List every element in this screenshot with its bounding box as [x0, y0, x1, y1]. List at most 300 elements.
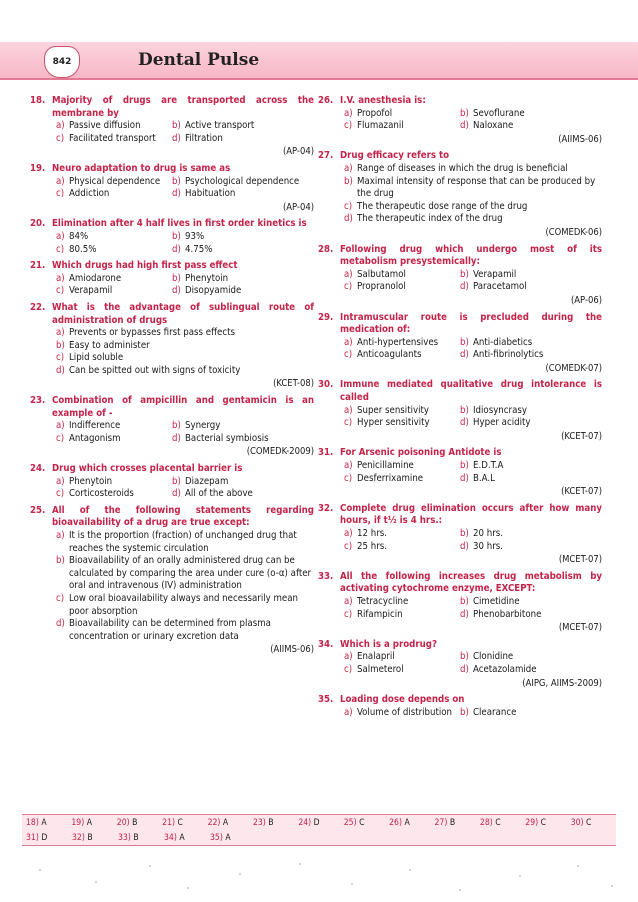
option-letter: c) [56, 188, 65, 200]
option-text: B.A.L [473, 472, 495, 484]
answer-letter: A [404, 817, 410, 828]
answer-question-number: 29) [525, 817, 539, 828]
exam-source: (COMEDK-2009) [246, 446, 314, 458]
option-letter: b) [172, 230, 181, 242]
answer-letter: B [133, 832, 139, 843]
answer-option [460, 281, 602, 294]
option-text: Enalapril [357, 651, 395, 663]
answer-option [460, 473, 602, 486]
answer-option [344, 664, 460, 677]
answer-option [460, 349, 602, 362]
answer-option [344, 596, 460, 609]
question-item [30, 260, 314, 298]
option-text: Propofol [357, 107, 393, 119]
option-letter: b) [172, 120, 181, 132]
answer-option [344, 108, 460, 121]
option-letter: c) [344, 663, 353, 675]
exam-source: (AP-04) [282, 201, 314, 213]
question-item [30, 95, 314, 159]
option-letter: b) [460, 268, 469, 280]
answer-key-entry [26, 818, 71, 828]
answer-option [344, 528, 460, 541]
option-text: Lipid soluble [69, 352, 124, 364]
option-letter: d) [344, 213, 353, 225]
answer-key-entry [571, 818, 616, 828]
answer-option [172, 476, 314, 489]
answer-option [172, 120, 314, 133]
answer-key-entry [162, 818, 207, 828]
question-item [318, 447, 602, 498]
option-list [30, 420, 314, 445]
option-letter: c) [56, 285, 65, 297]
answer-letter: A [225, 832, 231, 843]
question-item [30, 302, 314, 391]
answer-option [460, 269, 602, 282]
option-letter: c) [56, 592, 65, 604]
option-text: Anti-hypertensives [357, 336, 439, 348]
answer-option [56, 433, 172, 446]
option-text: The therapeutic index of the drug [357, 213, 503, 225]
question-text: Combination of ampicillin and gentamicin is an example of - [52, 395, 314, 419]
option-text: Salbutamol [357, 268, 406, 280]
exam-source: (KCET-07) [561, 486, 602, 498]
option-text: E.D.T.A [473, 460, 504, 472]
question-stem [318, 694, 602, 707]
answer-option [172, 420, 314, 433]
option-text: It is the proportion (fraction) of unchanged drug that reaches the systemic circulation [69, 530, 297, 554]
question-number: 28. [318, 243, 334, 255]
option-letter: d) [460, 663, 469, 675]
answer-question-number: 19) [71, 817, 85, 828]
answer-option [460, 541, 602, 554]
left-question-column [30, 95, 314, 661]
option-list [30, 176, 314, 201]
question-stem [318, 244, 602, 269]
option-letter: b) [460, 595, 469, 607]
option-letter: c) [344, 281, 353, 293]
option-text: Rifampicin [357, 608, 403, 620]
answer-option [344, 417, 460, 430]
answer-key [22, 814, 616, 846]
exam-source: (COMEDK-07) [545, 362, 602, 374]
answer-option [56, 618, 314, 643]
answer-key-entry [253, 818, 298, 828]
option-text: 4.75% [185, 243, 213, 255]
option-letter: a) [344, 404, 353, 416]
answer-key-entry [525, 818, 570, 828]
answer-option [344, 541, 460, 554]
answer-option [344, 269, 460, 282]
option-list [30, 327, 314, 377]
answer-key-entry [118, 833, 164, 843]
answer-option [56, 176, 172, 189]
option-text: 80.5% [69, 243, 97, 255]
option-letter: c) [56, 352, 65, 364]
decorative-dots [0, 858, 638, 898]
option-letter: a) [56, 530, 65, 541]
option-letter: d) [172, 243, 181, 255]
answer-question-number: 20) [116, 817, 130, 828]
option-letter: b) [172, 272, 181, 284]
option-letter: c) [344, 417, 353, 429]
option-text: All of the above [185, 488, 253, 500]
option-text: Disopyamide [185, 285, 242, 297]
option-text: The therapeutic dose range of the drug [357, 200, 528, 212]
exam-source: (COMEDK-06) [545, 226, 602, 238]
option-text: Tetracycline [357, 595, 409, 607]
option-text: Anticoagulants [357, 349, 422, 361]
option-letter: b) [344, 175, 353, 187]
answer-option [344, 176, 602, 201]
question-number: 23. [30, 395, 46, 407]
answer-option [56, 231, 172, 244]
option-letter: b) [56, 339, 65, 351]
option-letter: b) [460, 336, 469, 348]
answer-letter: C [359, 817, 365, 828]
answer-letter: A [86, 817, 93, 828]
question-number: 27. [318, 150, 334, 162]
answer-question-number: 34) [164, 832, 177, 843]
answer-option [460, 596, 602, 609]
answer-letter: C [177, 817, 183, 828]
question-stem [30, 218, 314, 231]
question-text: Majority of drugs are transported across the membrane by [52, 95, 314, 119]
question-stem [30, 163, 314, 176]
option-text: Physical dependence [69, 175, 161, 187]
option-letter: b) [460, 528, 469, 539]
answer-question-number: 23) [252, 817, 266, 828]
page-number-badge [44, 46, 80, 78]
option-letter: a) [56, 475, 65, 487]
answer-key-row [22, 830, 616, 845]
answer-option [460, 707, 602, 720]
question-text: Which drugs had high first pass effect [52, 260, 238, 272]
option-text: Addiction [69, 188, 110, 200]
option-letter: b) [460, 706, 469, 718]
answer-key-entry [26, 833, 72, 843]
answer-option [56, 273, 172, 286]
question-number: 32. [318, 502, 334, 514]
page-number: 842 [52, 57, 72, 67]
option-text: 25 hrs. [357, 540, 387, 552]
option-letter: b) [460, 460, 469, 472]
answer-option [344, 405, 460, 418]
question-number: 19. [30, 162, 46, 174]
option-letter: a) [56, 327, 65, 339]
question-stem [30, 505, 314, 530]
question-number: 30. [318, 379, 334, 391]
exam-source: (MCET-07) [558, 554, 602, 566]
question-stem [30, 260, 314, 273]
exam-source: (AIIMS-06) [558, 133, 602, 145]
answer-option [344, 651, 460, 664]
option-text: Bioavailability of an orally administered drug can be calculated by comparing the area under cure (o-α) after oral and intravenous (IV) administration [69, 555, 312, 592]
question-number: 35. [318, 694, 334, 706]
answer-letter: C [586, 817, 592, 828]
question-text: Immune mediated qualitative drug intolerance is called [340, 379, 602, 404]
question-stem [318, 571, 602, 596]
option-text: Maximal intensity of response that can be produced by the drug [357, 175, 596, 200]
option-text: Phenytoin [185, 272, 229, 284]
question-item [30, 163, 314, 214]
option-text: Habituation [185, 188, 236, 200]
option-letter: d) [172, 432, 181, 444]
option-text: Can be spitted out with signs of toxicity [69, 364, 241, 376]
answer-question-number: 21) [162, 817, 176, 828]
answer-option [56, 327, 314, 340]
answer-question-number: 27) [434, 817, 448, 828]
option-letter: a) [344, 107, 353, 119]
answer-key-row [22, 815, 616, 830]
option-letter: a) [344, 528, 353, 539]
option-letter: d) [460, 540, 469, 552]
option-text: 20 hrs. [473, 528, 503, 539]
option-text: Synergy [185, 420, 221, 432]
option-text: Volume of distribution [357, 706, 453, 718]
option-letter: d) [460, 120, 469, 132]
option-letter: a) [344, 162, 353, 174]
option-text: Idiosyncrasy [473, 404, 527, 416]
option-text: 93% [185, 230, 205, 242]
option-text: Active transport [185, 120, 255, 132]
answer-option [172, 488, 314, 501]
question-text: All the following increases drug metabolism by activating cytochrome enzyme, EXCEPT: [340, 570, 602, 595]
question-stem [318, 639, 602, 652]
option-letter: a) [56, 120, 65, 132]
answer-question-number: 31) [26, 832, 39, 843]
option-text: Bioavailability can be determined from plasma concentration or urinary excretion data [69, 618, 271, 642]
answer-option [344, 707, 460, 720]
question-item [318, 639, 602, 690]
question-item [318, 150, 602, 239]
option-letter: d) [460, 349, 469, 361]
question-text: Which is a prodrug? [340, 638, 437, 650]
option-text: Indifference [69, 420, 121, 432]
option-text: Sevoflurane [473, 107, 525, 119]
option-text: 30 hrs. [473, 540, 503, 552]
question-item [30, 395, 314, 459]
option-letter: a) [344, 268, 353, 280]
option-text: Psychological dependence [185, 175, 300, 187]
exam-source: (KCET-08) [273, 378, 314, 390]
option-letter: d) [460, 417, 469, 429]
option-text: Salmeterol [357, 663, 404, 675]
option-letter: a) [56, 272, 65, 284]
option-letter: c) [344, 120, 353, 132]
question-text: Intramuscular route is precluded during the medication of: [340, 311, 602, 336]
option-letter: d) [460, 608, 469, 620]
option-letter: c) [344, 200, 353, 212]
option-list [30, 120, 314, 145]
answer-option [172, 285, 314, 298]
answer-letter: D [41, 832, 48, 843]
answer-option [460, 108, 602, 121]
exam-source: (AP-06) [570, 294, 602, 306]
answer-question-number: 32) [72, 832, 85, 843]
option-letter: c) [56, 243, 65, 255]
answer-question-number: 26) [389, 817, 402, 828]
question-number: 29. [318, 311, 334, 323]
question-item [318, 379, 602, 443]
answer-option [460, 337, 602, 350]
option-letter: a) [344, 336, 353, 348]
option-text: Filtration [185, 132, 223, 144]
option-text: Naloxane [473, 120, 514, 132]
option-letter: d) [56, 364, 65, 376]
answer-question-number: 24) [298, 817, 312, 828]
option-text: Verapamil [473, 268, 517, 280]
option-text: Phenytoin [69, 475, 113, 487]
answer-letter: B [449, 817, 456, 828]
answer-option [172, 188, 314, 201]
answer-option [344, 609, 460, 622]
option-letter: b) [172, 475, 181, 487]
question-text: Drug which crosses placental barrier is [52, 463, 243, 475]
answer-letter: B [132, 817, 138, 828]
answer-option [344, 281, 460, 294]
answer-option [172, 433, 314, 446]
question-number: 33. [318, 570, 334, 582]
option-list [30, 231, 314, 256]
option-list [318, 460, 602, 485]
answer-option [460, 405, 602, 418]
option-text: Penicillamine [357, 460, 414, 472]
answer-option [344, 163, 602, 176]
option-text: Amiodarone [69, 272, 122, 284]
answer-option [56, 133, 172, 146]
answer-question-number: 35) [210, 832, 223, 843]
answer-key-entry [480, 818, 525, 828]
option-letter: d) [460, 281, 469, 293]
answer-key-entry [164, 833, 210, 843]
question-stem [30, 302, 314, 327]
option-list [318, 596, 602, 621]
option-list [318, 528, 602, 553]
option-letter: a) [344, 651, 353, 663]
question-number: 34. [318, 638, 334, 650]
option-text: Anti-diabetics [473, 336, 533, 348]
option-letter: c) [56, 488, 65, 500]
answer-option [460, 417, 602, 430]
answer-key-entry [117, 818, 162, 828]
question-number: 24. [30, 463, 46, 475]
option-letter: c) [344, 472, 353, 484]
option-letter: c) [344, 608, 353, 620]
option-letter: c) [344, 540, 353, 552]
answer-question-number: 33) [118, 832, 131, 843]
option-text: Easy to administer [69, 339, 150, 351]
answer-option [172, 231, 314, 244]
option-letter: a) [344, 706, 353, 718]
answer-option [460, 651, 602, 664]
answer-option [56, 285, 172, 298]
option-text: Bacterial symbiosis [185, 432, 269, 444]
answer-option [460, 528, 602, 541]
answer-option [56, 244, 172, 257]
option-text: Diazepam [185, 475, 229, 487]
option-letter: a) [344, 595, 353, 607]
question-number: 25. [30, 504, 46, 516]
option-text: Hyper acidity [473, 417, 531, 429]
answer-option [460, 664, 602, 677]
option-letter: d) [172, 132, 181, 144]
option-letter: a) [56, 420, 65, 432]
answer-question-number: 28) [479, 817, 493, 828]
question-stem [30, 463, 314, 476]
answer-option [172, 176, 314, 189]
option-letter: a) [56, 175, 65, 187]
answer-option [172, 273, 314, 286]
right-question-column [318, 95, 602, 723]
question-stem [318, 312, 602, 337]
answer-key-entry [210, 833, 256, 843]
question-item [318, 571, 602, 635]
exam-source: (AP-04) [282, 146, 314, 158]
answer-letter: C [540, 817, 547, 828]
option-list [318, 651, 602, 676]
question-number: 26. [318, 95, 334, 106]
option-letter: d) [172, 188, 181, 200]
question-item [30, 218, 314, 256]
answer-option [56, 555, 314, 593]
answer-letter: A [222, 817, 229, 828]
answer-letter: D [313, 817, 320, 828]
answer-option [460, 609, 602, 622]
question-text: Drug efficacy refers to [340, 150, 450, 162]
option-text: Flumazanil [357, 120, 404, 132]
option-text: Facilitated transport [69, 132, 156, 144]
question-text: Elimination after 4 half lives in first order kinetics is [52, 218, 307, 230]
question-item [318, 244, 602, 308]
option-letter: c) [56, 132, 65, 144]
answer-option [172, 133, 314, 146]
option-text: Paracetamol [473, 281, 527, 293]
answer-option [344, 337, 460, 350]
option-list [30, 273, 314, 298]
answer-key-entry [344, 818, 389, 828]
option-text: Passive diffusion [69, 120, 141, 132]
answer-key-entry [298, 818, 343, 828]
option-text: Phenobarbitone [473, 608, 542, 620]
answer-key-entry [71, 818, 116, 828]
question-stem [318, 503, 602, 528]
answer-option [344, 201, 602, 214]
answer-letter: A [41, 817, 47, 828]
question-text: Neuro adaptation to drug is same as [52, 162, 231, 174]
exam-source: (MCET-07) [558, 622, 602, 634]
option-text: Antagonism [69, 432, 121, 444]
option-list [30, 476, 314, 501]
option-list [30, 530, 314, 643]
option-text: 12 hrs. [357, 528, 387, 539]
option-text: Clearance [473, 706, 517, 718]
answer-key-entry [389, 818, 434, 828]
option-text: Verapamil [69, 285, 113, 297]
question-stem [318, 447, 602, 460]
brand-title: Dental Pulse [138, 50, 260, 70]
question-text: Loading dose depends on [340, 694, 465, 706]
answer-key-entry [435, 818, 480, 828]
answer-letter: B [268, 817, 274, 828]
option-letter: a) [56, 230, 65, 242]
option-letter: c) [344, 349, 353, 361]
option-letter: d) [172, 285, 181, 297]
answer-option [56, 365, 314, 378]
question-number: 31. [318, 447, 334, 459]
question-item [318, 312, 602, 376]
answer-option [56, 530, 314, 555]
question-text: Complete drug elimination occurs after how many hours, if t½ is 4 hrs.: [340, 502, 602, 527]
